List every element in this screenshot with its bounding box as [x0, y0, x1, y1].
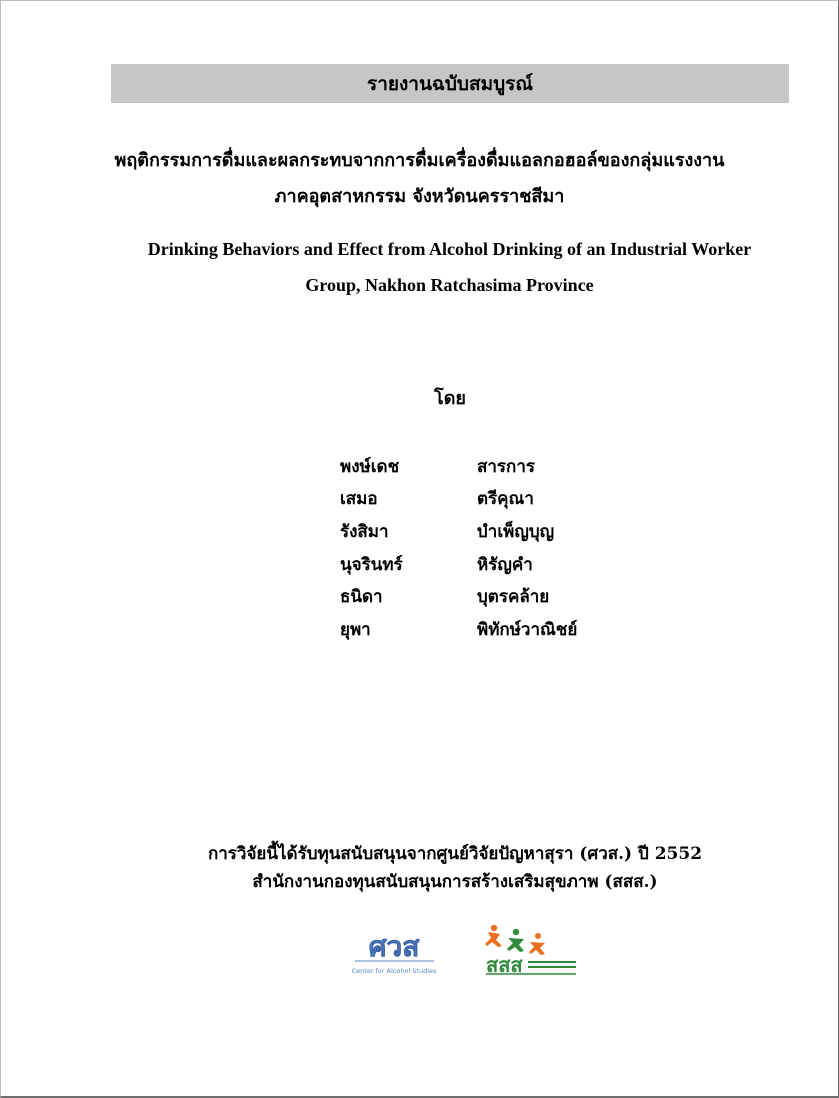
thaihealth-logo-mark: สสส: [486, 953, 523, 976]
author-last-name: บุตรคล้าย: [477, 587, 550, 608]
cas-logo-subtitle: Center for Alcohol Studies: [352, 967, 437, 975]
author-last-name: สารการ: [477, 456, 536, 477]
author-row: [340, 548, 637, 581]
funding-statement: [100, 840, 810, 896]
funding-line-2: สำนักงานกองทุนสนับสนุนการสร้างเสริมสุขภาพ (สสส.): [252, 872, 658, 892]
author-last-name: บำเพ็ญบุญ: [477, 521, 555, 542]
cas-logo-mark: ศวส: [368, 930, 420, 963]
by-label: โดย: [434, 388, 466, 409]
author-first-name: พงษ์เดช: [340, 456, 400, 477]
author-last-name: ตรีคุณา: [477, 489, 534, 510]
author-last-name: พิทักษ์วาณิชย์: [477, 619, 578, 640]
author-row: [340, 613, 637, 646]
author-first-name: เสมอ: [340, 489, 378, 510]
report-header-bar: [111, 64, 789, 103]
thai-title: [60, 143, 779, 215]
thai-title-line-1: พฤติกรรมการดื่มและผลกระทบจากการดื่มเครื่องดื่มแอลกอฮอล์ของกลุ่มแรงงาน: [114, 150, 725, 171]
thaihealth-logo: [484, 920, 580, 976]
author-first-name: รังสิมา: [340, 521, 389, 542]
author-first-name: ยุพา: [340, 619, 371, 640]
english-title-line-2: Group, Nakhon Ratchasima Province: [305, 275, 594, 295]
author-first-name: ธนิดา: [340, 587, 383, 608]
author-last-name: หิรัญคำ: [477, 554, 533, 575]
center-for-alcohol-studies-logo: [352, 924, 438, 976]
english-title: [60, 231, 839, 303]
english-title-line-1: Drinking Behaviors and Effect from Alcohol Drinking of an Industrial Worker: [147, 239, 752, 259]
author-row: [340, 515, 637, 548]
author-row: [340, 483, 637, 516]
funding-line-1: การวิจัยนี้ได้รับทุนสนับสนุนจากศูนย์วิจัยปัญหาสุรา (ศวส.) ปี 2552: [207, 844, 703, 864]
author-row: [340, 580, 637, 613]
thai-title-line-2: ภาคอุตสาหกรรม จังหวัดนครราชสีมา: [274, 186, 565, 207]
author-row: [340, 450, 637, 483]
author-list: [340, 450, 637, 646]
report-type-title: รายงานฉบับสมบูรณ์: [366, 72, 534, 95]
author-first-name: นุจรินทร์: [340, 554, 403, 575]
